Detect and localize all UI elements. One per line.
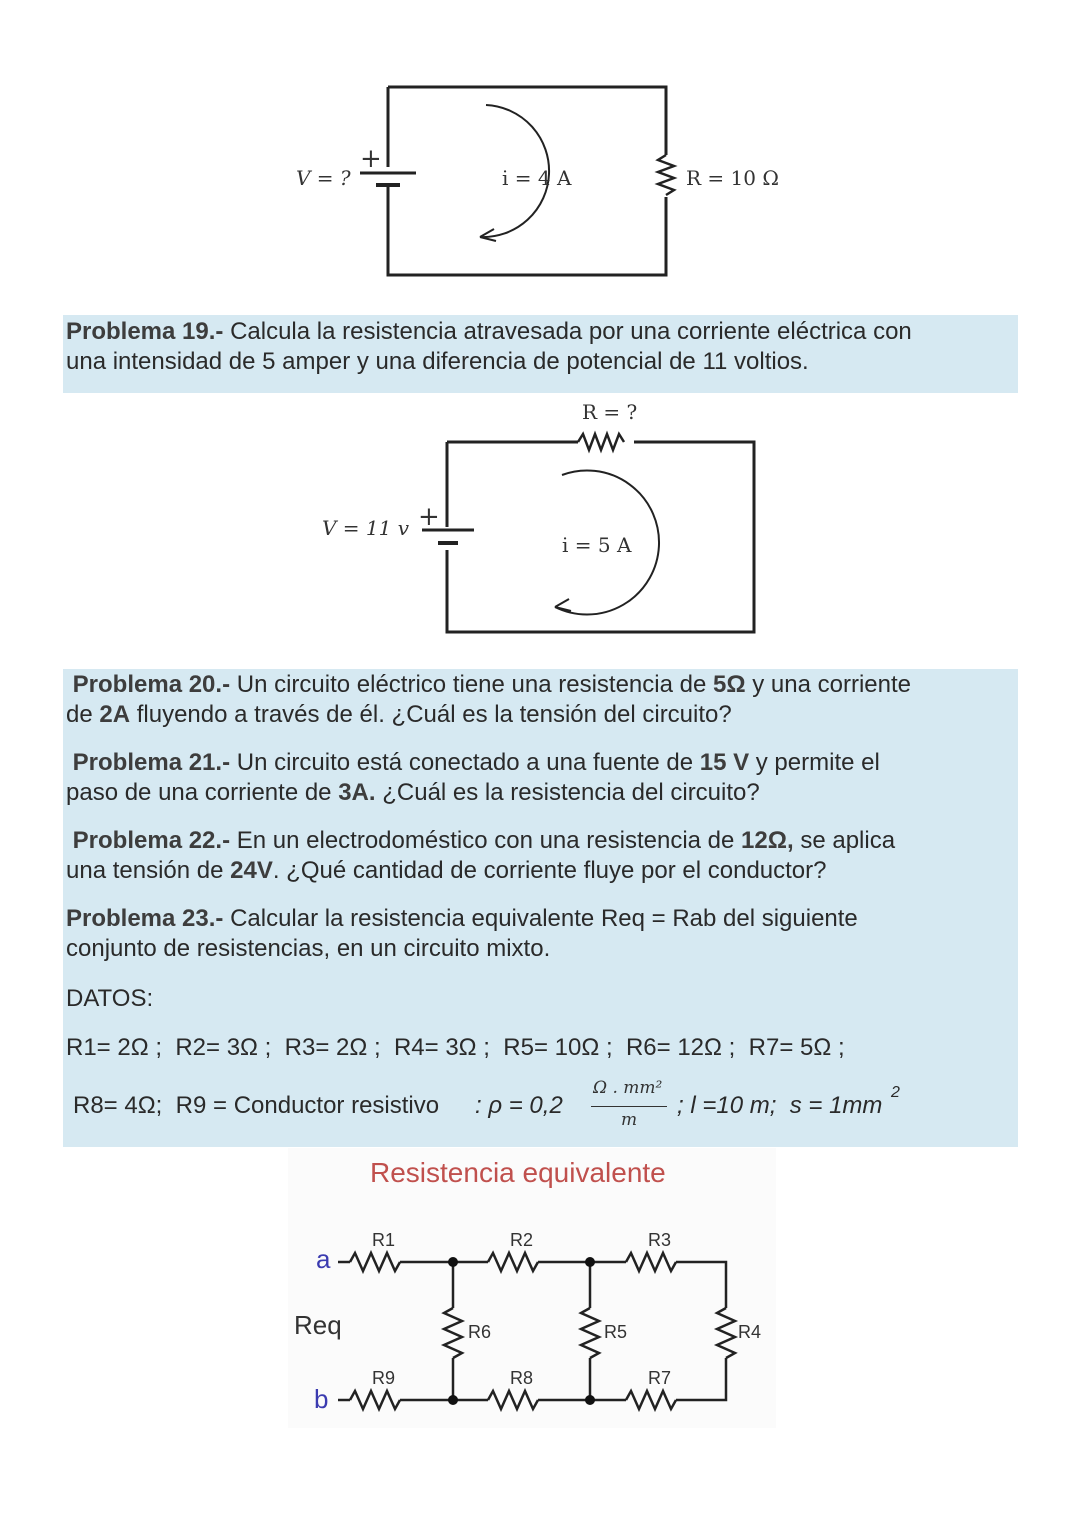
req-label: Req	[294, 1310, 342, 1340]
fraction	[585, 1078, 669, 1136]
resistance-network-diagram	[280, 1148, 780, 1430]
problem-22-bold-value: 24V	[230, 857, 273, 884]
problem-19-box	[63, 315, 1018, 393]
problem-22	[66, 826, 1016, 886]
problem-21-text: y permite el	[749, 749, 880, 776]
junction-dot	[585, 1257, 595, 1267]
label-r2: R2	[510, 1230, 534, 1250]
problem-22-title: Problema 22.-	[72, 827, 231, 854]
junction-dot	[448, 1257, 458, 1267]
label-r7: R7	[648, 1368, 672, 1388]
problem-19-text-2: una intensidad de 5 amper y una diferencia de potencial de 11 voltios.	[66, 348, 809, 375]
resistor-zigzag	[658, 155, 674, 195]
problem-20-bold-value: 5Ω	[712, 671, 746, 698]
label-r4: R4	[738, 1322, 762, 1342]
fraction-denominator: m	[621, 1110, 638, 1130]
voltage-label: V = ?	[296, 166, 351, 190]
problem-23-text: Calcular la resistencia equivalente Req = Rab del siguiente	[223, 905, 858, 932]
r9-formula-line	[73, 1074, 1013, 1140]
label-r5: R5	[604, 1322, 628, 1342]
problem-21-text: paso de una corriente de	[66, 779, 339, 806]
resistor-label: R = 10 Ω	[686, 166, 779, 190]
circuit-diagram-2	[310, 395, 770, 645]
problem-21-text: ¿Cuál es la resistencia del circuito?	[375, 779, 760, 806]
fraction-numerator: Ω . mm²	[593, 1078, 663, 1098]
current-label: i = 5 A	[562, 533, 632, 557]
datos-values: R1= 2Ω ; R2= 3Ω ; R3= 2Ω ; R4= 3Ω ; R5= 10Ω ; R6= 12Ω ; R7= 5Ω ;	[66, 1034, 845, 1061]
problem-23-title: Problema 23.-	[66, 905, 224, 932]
label-r6: R6	[468, 1322, 492, 1342]
junction-dot	[585, 1395, 595, 1405]
node-a-label: a	[316, 1244, 331, 1274]
problem-21-text: Un circuito está conectado a una fuente de	[230, 749, 700, 776]
problem-23-text: conjunto de resistencias, en un circuito mixto.	[66, 935, 551, 962]
problem-19-title: Problema 19.-	[66, 318, 224, 345]
label-r1: R1	[372, 1230, 396, 1250]
problem-20-text: fluyendo a través de él. ¿Cuál es la tensión del circuito?	[130, 701, 732, 728]
plus-sign: +	[418, 502, 440, 532]
plus-sign: +	[360, 144, 382, 174]
formula-tail: ; l =10 m; s = 1mm	[677, 1092, 883, 1119]
resistor-zigzag	[578, 434, 624, 450]
r8-r9-text: R8= 4Ω; R9 = Conductor resistivo	[73, 1092, 440, 1119]
problem-20-bold-value: 2A	[99, 701, 131, 728]
problem-21-bold-value: 3A.	[338, 779, 376, 806]
problem-21-bold-value: 15 V	[699, 749, 750, 776]
datos-heading: DATOS:	[66, 985, 154, 1012]
problem-20-title: Problema 20.-	[72, 671, 231, 698]
problem-21	[66, 748, 1016, 808]
fraction-bar	[591, 1106, 667, 1107]
problems-20-23-box	[63, 669, 1018, 1147]
node-b-label: b	[314, 1384, 329, 1414]
resistor-label: R = ?	[582, 400, 638, 424]
problem-22-bold-value: 12Ω,	[741, 827, 794, 854]
label-r8: R8	[510, 1368, 534, 1388]
circuit-diagram-1	[280, 75, 800, 290]
problem-22-text: se aplica	[793, 827, 896, 854]
label-r3: R3	[648, 1230, 672, 1250]
formula-superscript: 2	[891, 1084, 900, 1101]
problem-22-text: una tensión de	[66, 857, 231, 884]
current-label: i = 4 A	[502, 166, 572, 190]
junction-dot	[448, 1395, 458, 1405]
problem-19-text-1: Calcula la resistencia atravesada por una corriente eléctrica con	[223, 318, 912, 345]
problem-22-text: . ¿Qué cantidad de corriente fluye por el conductor?	[272, 857, 827, 884]
problem-20-text: de	[66, 701, 100, 728]
problem-20-text: y una corriente	[745, 671, 911, 698]
problem-21-title: Problema 21.-	[72, 749, 231, 776]
problem-20-text: Un circuito eléctrico tiene una resistencia de	[230, 671, 713, 698]
voltage-label: V = 11 v	[322, 516, 410, 540]
label-r9: R9	[372, 1368, 396, 1388]
network-title: Resistencia equivalente	[370, 1157, 666, 1188]
problem-20	[66, 670, 1016, 730]
rho-text: : ρ = 0,2	[475, 1092, 563, 1119]
problem-23	[66, 904, 1016, 964]
problem-22-text: En un electrodoméstico con una resistencia de	[230, 827, 742, 854]
